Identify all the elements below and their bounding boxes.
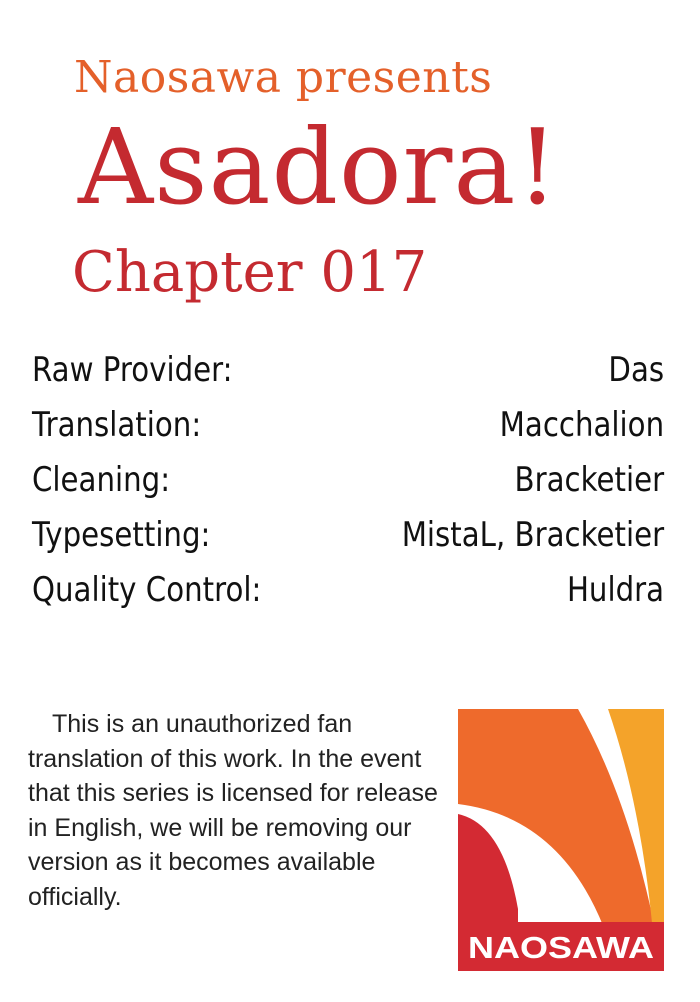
credit-name: Bracketier xyxy=(514,460,665,500)
naosawa-logo-icon xyxy=(458,709,664,971)
disclaimer-text: This is an unauthorized fan translation of this work. In the event that this series is licensed for release in English, we will be removing our version as it becomes available officially. xyxy=(28,710,438,911)
credit-role: Translation: xyxy=(32,405,202,445)
credit-role: Quality Control: xyxy=(32,570,262,610)
chapter-heading: Chapter 017 xyxy=(72,240,428,305)
disclaimer-notice xyxy=(28,707,448,914)
presents-heading: Naosawa presents xyxy=(74,52,493,103)
credit-role: Cleaning: xyxy=(32,460,171,500)
logo-wordmark: NAOSAWA xyxy=(468,930,654,965)
credit-row-raw-provider xyxy=(32,350,664,405)
series-title: Asadora! xyxy=(78,106,560,228)
credit-row-typesetting xyxy=(32,515,664,570)
credit-name: Macchalion xyxy=(499,405,665,445)
credit-row-translation xyxy=(32,405,664,460)
credit-row-quality-control xyxy=(32,570,664,625)
credit-role: Typesetting: xyxy=(32,515,211,555)
naosawa-logo xyxy=(458,709,664,971)
credits-list xyxy=(32,350,664,625)
credit-name: Das xyxy=(608,350,665,390)
credit-role: Raw Provider: xyxy=(32,350,233,390)
credit-name: MistaL, Bracketier xyxy=(401,515,665,555)
credit-row-cleaning xyxy=(32,460,664,515)
credit-name: Huldra xyxy=(566,570,665,610)
